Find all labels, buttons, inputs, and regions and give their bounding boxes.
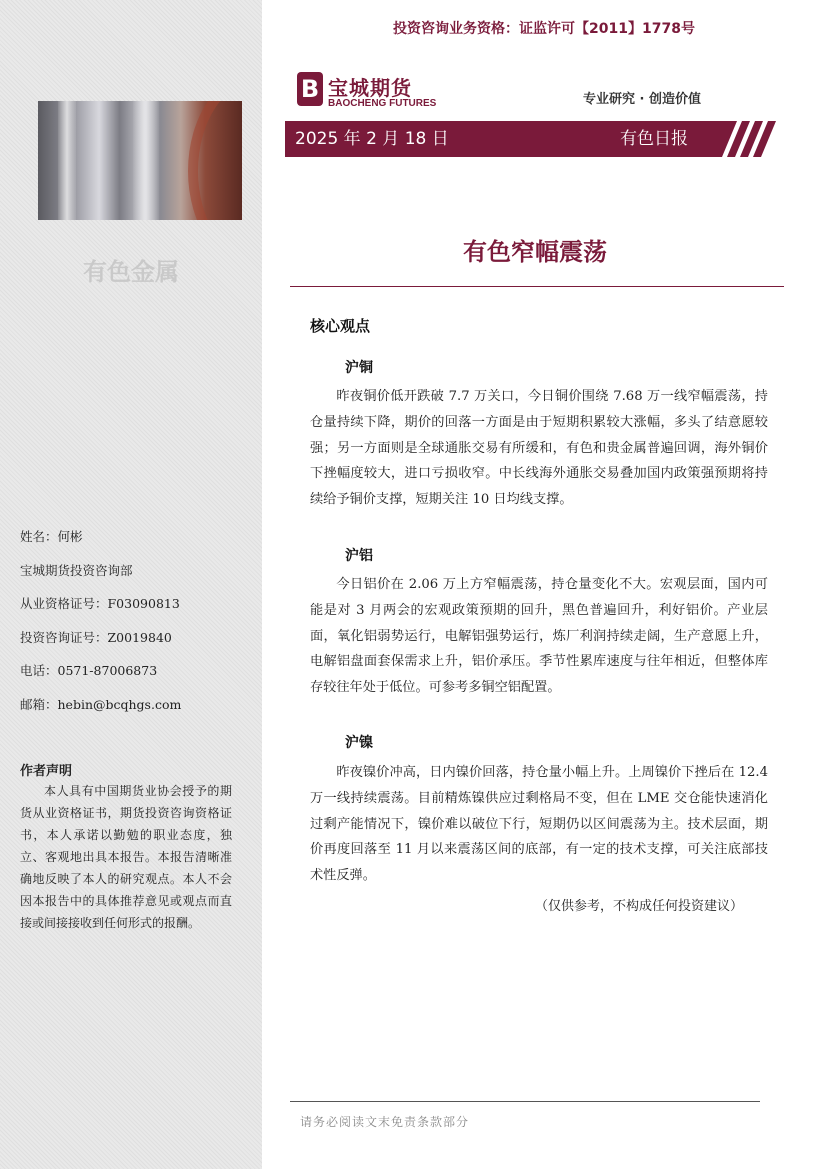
analyst-info — [20, 520, 181, 721]
logo-name-en: BAOCHENG FUTURES — [328, 98, 437, 109]
report-date: 2025 年 2 月 18 日 — [295, 129, 449, 149]
sector-title: 有色金属 — [83, 258, 179, 286]
analyst-phone: 电话：0571-87006873 — [20, 663, 158, 678]
report-type: 有色日报 — [620, 129, 688, 149]
section-body-aluminum: 今日铝价在 2.06 万上方窄幅震荡，持仓量变化不大。宏观层面，国内可能是对 3 月两会的宏观政策预期的回升，黑色普遍回升，利好铝价。产业层面，氧化铝弱势运行，电解铝强势运行，炼厂利润持续走阔，生产意愿上升，电解铝盘面套保需求上升，铝价承压。季节性累库速度与往年相近，但整体库存较往年处于低位。可参考多铜空铝配置。 — [310, 577, 768, 696]
investment-note: （仅供参考，不构成任何投资建议） — [535, 899, 744, 914]
declaration-title: 作者声明 — [20, 764, 73, 779]
sidebar — [0, 0, 262, 1169]
footer-divider — [290, 1101, 760, 1102]
section-body-copper: 昨夜铜价低开跌破 7.7 万关口，今日铜价围绕 7.68 万一线窄幅震荡，持仓量持续下降，期价的回落一方面是由于短期积累较大涨幅，多头了结意愿较强；另一方面则是全球通胀交易有所缓和，有色和贵金属普遍回调，海外铜价下挫幅度较大，进口亏损收窄。中长线海外通胀交易叠加国内政策强预期将持续给予铜价支撑，短期关注 10 日均线支撑。 — [310, 389, 768, 508]
cover-photo — [38, 101, 242, 220]
analyst-name: 姓名：何彬 — [20, 529, 83, 544]
section-title-nickel: 沪镍 — [345, 735, 373, 751]
license-line: 投资咨询业务资格：证监许可【2011】1778号 — [393, 21, 695, 37]
company-logo — [297, 72, 457, 112]
section-body-nickel: 昨夜镍价冲高，日内镍价回落，持仓量小幅上升。上周镍价下挫后在 12.4 万一线持续震荡。目前精炼镍供应过剩格局不变，但在 LME 交仓能快速消化过剩产能情况下，镍价难以破位下行，短期仍以区间震荡为主。技术层面，期价再度回落至 11 月以来震荡区间的底部，有一定的技术支撑，可关注底部技术性反弹。 — [310, 765, 768, 884]
analyst-qualification: 从业资格证号：F03090813 — [20, 596, 180, 611]
analyst-department: 宝城期货投资咨询部 — [20, 562, 133, 578]
analyst-consult-cert: 投资咨询证号：Z0019840 — [20, 629, 172, 645]
declaration-body: 本人具有中国期货业协会授予的期货从业资格证书，期货投资咨询资格证书，本人承诺以勤勉的职业态度，独立、客观地出具本报告。本报告清晰准确地反映了本人的研究观点。本人不会因本报告中的具体推荐意见或观点而直接或间接接收到任何形式的报酬。 — [20, 784, 232, 930]
analyst-email[interactable]: 邮箱：hebin@bcqhgs.com — [20, 696, 182, 712]
divider — [290, 286, 784, 287]
section-title-copper: 沪铜 — [345, 360, 373, 376]
logo-name-cn: 宝城期货 — [328, 76, 412, 100]
section-title-aluminum: 沪铝 — [345, 548, 373, 564]
date-banner — [285, 121, 785, 157]
logo-mark-icon: B — [297, 72, 323, 106]
slogan: 专业研究 · 创造价值 — [583, 92, 701, 107]
banner-stripes-icon — [685, 121, 785, 157]
headline: 有色窄幅震荡 — [463, 238, 607, 266]
footer-text: 请务必阅读文末免责条款部分 — [300, 1115, 470, 1129]
core-view-title: 核心观点 — [310, 317, 371, 335]
